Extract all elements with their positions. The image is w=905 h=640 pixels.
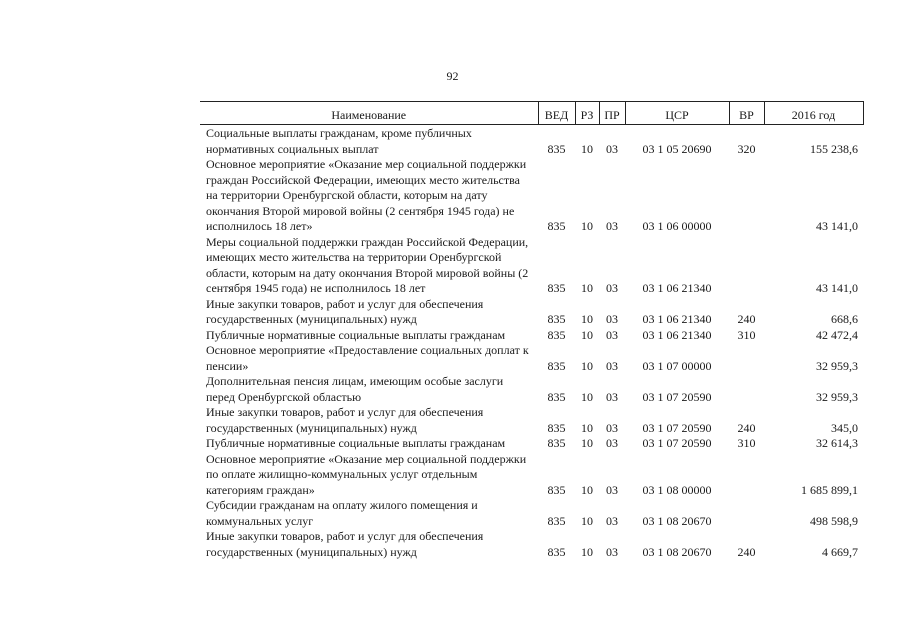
cell-ved: 835 [547, 281, 566, 295]
cell-rz: 10 [581, 513, 593, 528]
cell-csr: 03 1 07 00000 [642, 358, 712, 373]
table-row [200, 297, 863, 328]
cell-pr: 03 [606, 420, 618, 435]
cell-rz: 10 [581, 281, 593, 295]
cell-rz: 10 [581, 141, 593, 156]
cell-ved: 835 [547, 327, 566, 342]
header-pr: ПР [599, 102, 625, 125]
cell-amount: 4 669,7 [822, 544, 858, 559]
cell-rz: 10 [581, 482, 593, 497]
cell-ved: 835 [547, 544, 566, 559]
cell-csr: 03 1 06 21340 [642, 281, 712, 295]
cell-pr: 03 [606, 358, 618, 373]
cell-name: Публичные нормативные социальные выплаты гражданам [206, 436, 506, 450]
cell-pr: 03 [606, 544, 618, 559]
cell-vr [729, 374, 764, 405]
cell-amount: 32 959,3 [816, 358, 858, 373]
cell-rz: 10 [581, 389, 593, 404]
cell-vr [729, 343, 764, 374]
cell-pr: 03 [606, 389, 618, 404]
header-ved: ВЕД [538, 102, 575, 125]
cell-pr: 03 [606, 513, 618, 528]
cell-ved: 835 [547, 389, 566, 404]
cell-csr: 03 1 05 20690 [642, 141, 712, 156]
cell-rz: 10 [581, 420, 593, 435]
cell-vr: 240 [737, 544, 756, 559]
cell-pr: 03 [606, 312, 618, 326]
cell-rz: 10 [581, 312, 593, 326]
cell-pr: 03 [606, 482, 618, 497]
cell-ved: 835 [547, 482, 566, 497]
cell-rz: 10 [581, 358, 593, 373]
cell-vr: 320 [737, 141, 756, 156]
cell-name: Дополнительная пенсия лицам, имеющим особые заслуги перед Оренбургской областью [206, 374, 504, 404]
cell-ved: 835 [547, 436, 566, 450]
cell-pr: 03 [606, 327, 618, 342]
cell-amount: 345,0 [831, 420, 858, 435]
cell-vr: 310 [737, 436, 756, 450]
table-row [200, 529, 863, 560]
table-row [200, 452, 863, 499]
cell-name: Основное мероприятие «Оказание мер социальной поддержки граждан Российской Федерации, имеющих место жительства на территории Оренбургской области, которым на дату окончания Второй мировой войны (2 сентября 1945 года) не исполнилось 18 лет» [206, 157, 527, 233]
table-row [200, 436, 863, 452]
header-amount: 2016 год [764, 102, 863, 125]
table-row [200, 328, 863, 344]
cell-rz: 10 [581, 544, 593, 559]
cell-name: Публичные нормативные социальные выплаты гражданам [206, 327, 506, 342]
cell-amount: 668,6 [831, 312, 858, 326]
cell-amount: 498 598,9 [810, 513, 858, 528]
cell-csr: 03 1 07 20590 [642, 420, 712, 435]
cell-amount: 1 685 899,1 [801, 482, 858, 497]
cell-name: Иные закупки товаров, работ и услуг для обеспечения государственных (муниципальных) нужд [206, 405, 484, 435]
cell-csr: 03 1 08 00000 [642, 482, 712, 497]
cell-ved: 835 [547, 219, 566, 233]
table-row [200, 157, 863, 235]
cell-name: Субсидии гражданам на оплату жилого помещения и коммунальных услуг [206, 498, 478, 528]
cell-vr [729, 235, 764, 297]
cell-csr: 03 1 08 20670 [642, 513, 712, 528]
header-rz: РЗ [575, 102, 599, 125]
cell-name: Основное мероприятие «Предоставление социальных доплат к пенсии» [206, 343, 529, 373]
cell-ved: 835 [547, 312, 566, 326]
cell-pr: 03 [606, 141, 618, 156]
cell-name: Иные закупки товаров, работ и услуг для обеспечения государственных (муниципальных) нужд [206, 529, 484, 559]
cell-csr: 03 1 06 21340 [642, 312, 712, 326]
cell-csr: 03 1 07 20590 [642, 389, 712, 404]
table-row [200, 498, 863, 529]
budget-table [200, 101, 864, 560]
cell-name: Иные закупки товаров, работ и услуг для обеспечения государственных (муниципальных) нужд [206, 296, 484, 326]
cell-csr: 03 1 06 21340 [642, 327, 712, 342]
cell-vr [729, 157, 764, 235]
cell-rz: 10 [581, 219, 593, 233]
cell-vr: 240 [737, 312, 756, 326]
cell-amount: 43 141,0 [816, 219, 858, 233]
cell-name: Меры социальной поддержки граждан Российской Федерации, имеющих место жительства на территории Оренбургской области, которым на дату окончания Второй мировой войны (2 сентября 1945 года) не исполнилось 18 лет [206, 234, 529, 295]
page-number: 92 [446, 69, 459, 83]
cell-rz: 10 [581, 327, 593, 342]
cell-amount: 42 472,4 [816, 327, 858, 342]
cell-amount: 43 141,0 [816, 281, 858, 295]
cell-ved: 835 [547, 141, 566, 156]
cell-ved: 835 [547, 358, 566, 373]
table-row [200, 374, 863, 405]
cell-pr: 03 [606, 436, 618, 450]
cell-name: Социальные выплаты гражданам, кроме публичных нормативных социальных выплат [206, 126, 472, 156]
cell-vr: 240 [737, 420, 756, 435]
cell-csr: 03 1 08 20670 [642, 544, 712, 559]
cell-vr [729, 498, 764, 529]
header-vr: ВР [729, 102, 764, 125]
cell-pr: 03 [606, 281, 618, 295]
table-row [200, 343, 863, 374]
cell-csr: 03 1 07 20590 [642, 436, 712, 450]
cell-vr: 310 [737, 327, 756, 342]
cell-amount: 32 614,3 [816, 436, 858, 450]
cell-ved: 835 [547, 513, 566, 528]
cell-rz: 10 [581, 436, 593, 450]
table-row [200, 235, 863, 297]
cell-vr [729, 452, 764, 499]
cell-name: Основное мероприятие «Оказание мер социальной поддержки по оплате жилищно-коммунальных услуг отдельным категориям граждан» [206, 451, 527, 497]
cell-amount: 32 959,3 [816, 389, 858, 404]
table-header-row [200, 102, 863, 125]
header-csr: ЦСР [625, 102, 729, 125]
cell-amount: 155 238,6 [810, 141, 858, 156]
header-name: Наименование [200, 102, 538, 125]
cell-csr: 03 1 06 00000 [642, 219, 712, 233]
cell-pr: 03 [606, 219, 618, 233]
cell-ved: 835 [547, 420, 566, 435]
table-row [200, 405, 863, 436]
table-row [200, 125, 863, 158]
